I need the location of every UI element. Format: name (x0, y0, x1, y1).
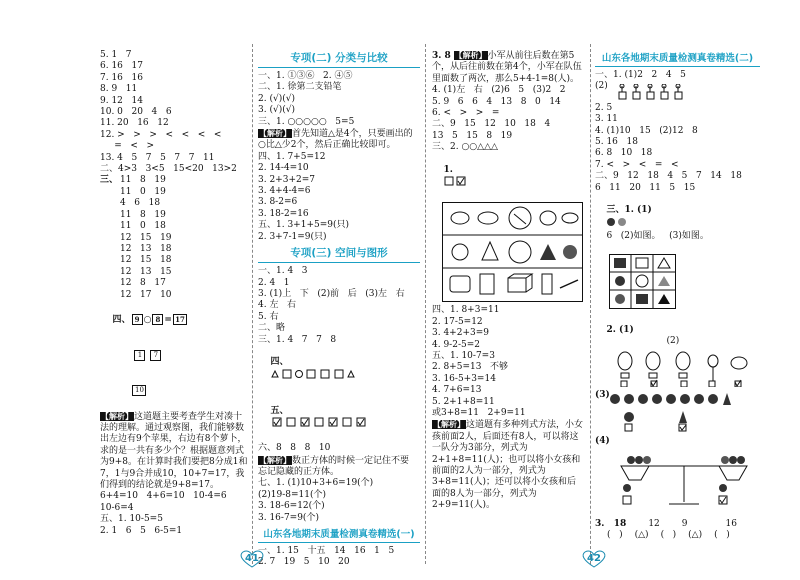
section-label: 四、 (270, 357, 289, 368)
flowerpot-pictures (617, 84, 777, 100)
answer-line: 7. 16 16 (100, 72, 143, 83)
column-2 (258, 50, 420, 569)
answer-line: 4. (1)10 15 (2)12 8 (595, 125, 698, 136)
answer-line: 3. (√)(√) (258, 105, 295, 116)
answer-line: 5. 1 7 (100, 50, 132, 60)
question-number: 1. (443, 165, 453, 176)
section-heading: 山东各地期末质量检测真卷精选(二) (601, 53, 754, 64)
answer-line: 12 8 17 (120, 278, 166, 289)
section-3-q1 (595, 194, 760, 254)
answer-line: 二、4>3 3<5 15<20 13>2 (100, 164, 237, 175)
answer-line: 4. (1)左 右 (2)6 5 (3)2 2 (432, 85, 566, 96)
analysis-text: 首先知道△是4个，只要画出的○比△少2个，然后正确比较即可。 (258, 129, 413, 151)
row-item: 3. 18 (595, 518, 627, 529)
section-3-rows (120, 175, 250, 300)
analysis (258, 128, 416, 152)
answer-line: 5. 9 6 6 4 13 8 0 14 (432, 96, 561, 107)
row-answer: ( ) (660, 529, 677, 540)
answer-line: 2. (√)(√) (258, 93, 295, 104)
analysis-tag: 【解析】 (433, 420, 465, 430)
answer-line: 一、1. ①③⑥ 2. ④⑤ (258, 71, 353, 81)
row-answer: (△) (688, 529, 703, 540)
answers-block (258, 71, 420, 128)
answer-line: 3. 4+4-4=6 (258, 186, 311, 197)
answer-line: 二、9 12 18 4 5 7 14 18 (595, 171, 742, 182)
analysis-tag-label: 解析 (267, 129, 283, 139)
page-number-text: 42 (587, 553, 601, 564)
question-number: 三、1. (1) (606, 205, 652, 216)
answer-line: 四、1. 8+3=11 (432, 305, 500, 316)
analysis (258, 455, 416, 479)
section-label: 五、 (270, 405, 289, 416)
answers-block (100, 50, 250, 164)
fruit-row (452, 241, 577, 263)
answer-line: 7. < > < = < (595, 159, 679, 170)
decomposition-sum (120, 373, 250, 408)
answer-line: 3. (1)上 下 (2)前 后 (3)左 右 (258, 288, 405, 299)
column-divider (252, 44, 253, 564)
analysis-tag-label: 解析 (441, 420, 457, 430)
answers-block (258, 152, 420, 243)
analysis-text: 这道题主要考查学生对凑十法的理解。通过观察图，我们能够数出左边有9个苹果，右边有8个萝卜，求的是一共有多少个？根据题意列式为9+8。在计算时我们要把8分成1和7，1与9合并成10，10+7=17，我们得到的结论就是9+8=17。 (100, 411, 248, 491)
analysis-text: 这道题有多种列式方法，小女孩前面2人，后面还有8人，可以将这一队分为3部分，列式为2+1+8=11(人)；也可以将小女孩和前面的2人为一部分，列式为3+8=11(人)；还可以将小女孩和后面的8人为一部分，列式为2+9=11(人)。 (432, 420, 584, 511)
analysis-tag-label: 解析 (462, 51, 479, 60)
answer-box: 1 (134, 350, 145, 361)
answers-after (100, 491, 250, 514)
answer-line: 4. 7+6=13 (432, 385, 482, 396)
answer-line: 11 0 18 (120, 221, 166, 232)
row-answer: ( ) (607, 529, 623, 540)
answer-line: 五、1. 10-7=3 (432, 350, 495, 361)
answers-block (258, 266, 420, 346)
answers-block (258, 443, 420, 454)
section-heading: 专项(二) 分类与比较 (290, 52, 388, 64)
column-3 (432, 50, 587, 512)
object-row (450, 274, 578, 294)
page-number-left (237, 553, 267, 564)
section-3-q1 (432, 154, 587, 203)
answer-line: 一、1. 4 3 (258, 266, 308, 277)
answer-line: (2) (595, 81, 608, 92)
answer-line: 六、8 8 8 10 (258, 443, 331, 454)
section-label: 三、 (100, 175, 119, 186)
answer-line: 12 13 15 (120, 266, 172, 277)
answer-line: 2. 17-5=12 (432, 316, 483, 327)
answer-line: 2. 14-4=10 (258, 163, 309, 174)
balance-scale (609, 448, 769, 516)
question-number: (3) (595, 389, 610, 400)
answer-line: 8. 9 11 (100, 84, 138, 95)
answer-line: 3. 18-6=12(个) (258, 501, 325, 512)
answer-line: 一、1. 15 十五 14 16 1 5 (258, 546, 395, 557)
answers-block (432, 305, 587, 419)
answer-line: 12 15 18 (120, 255, 172, 266)
answer-line: 3. 4+2+3=9 (432, 328, 489, 339)
row-item: 9 (681, 518, 688, 529)
analysis-tag: 【解析】 (101, 411, 133, 421)
answer-line: 四、1. 7+5=12 (258, 151, 326, 162)
column-divider (590, 44, 591, 564)
answer-line: 3. 8-2=6 (258, 197, 298, 208)
answer-line: 4. 9-2-5=2 (432, 339, 480, 350)
analysis-text: 数正方体的时候一定记住不要忘记隐藏的正方体。 (258, 455, 410, 477)
answer-line: 10-6=4 (100, 502, 134, 513)
answer-line: 2. 5 (595, 102, 613, 113)
column-divider (425, 44, 426, 564)
sub-question: (2) (666, 335, 680, 346)
balloon-ostrich-pictures (613, 351, 773, 387)
heading-underline (258, 67, 420, 68)
question-number: (4) (595, 436, 610, 447)
answer-line: 2. 7 19 5 10 20 (258, 557, 350, 568)
answer-line: 三、1. 4 7 7 8 (258, 334, 337, 345)
page-number-text: 41 (245, 553, 259, 564)
answer-line: 2. 8+5=13 不够 (432, 362, 509, 373)
shape-answers (271, 369, 381, 379)
answer-box: 9 (132, 314, 143, 325)
answer-box: 17 (173, 314, 187, 325)
analysis-tag-label: 解析 (109, 411, 125, 421)
answer-line: 11 8 19 (120, 209, 166, 220)
answer-line: 三、2. ○○△△△ (432, 142, 498, 153)
question-3-row (595, 519, 760, 530)
answers-block (595, 103, 760, 194)
answer-box: 8 (152, 314, 163, 325)
answer-line: 4. 左 右 (258, 300, 297, 311)
answer-line: 2. 3+7-1=9(只) (258, 231, 327, 242)
column-1 (100, 50, 250, 537)
answer-line: 5. 16 18 (595, 137, 638, 148)
analysis (432, 419, 584, 511)
answer-line: 5. 右 (258, 311, 279, 322)
checkbox-answers (271, 417, 391, 427)
answer-line: 10. 0 20 4 6 (100, 107, 172, 118)
section-5-shapes (258, 395, 420, 444)
decomposition (122, 338, 250, 373)
answer-line: 五、1. 3+1+5=9(只) (258, 220, 349, 231)
answer-line: 6+4=10 4+6=10 10-4=6 (100, 491, 227, 502)
analysis-tag: 【解析】 (259, 455, 291, 465)
answer-line: 3. 2+3+2=7 (258, 174, 315, 185)
answer-line: 9. 12 14 (100, 95, 143, 106)
section-4: 四、 9 ○ 8 = 17 (100, 303, 250, 338)
answer-line: 3. 16-5+3=14 (432, 373, 496, 384)
answer-line: 4 6 18 (120, 198, 161, 209)
answers-block (432, 85, 587, 153)
analysis-tag: 【解析】 (454, 51, 487, 60)
section-5 (100, 514, 250, 537)
section-heading: 山东各地期末质量检测真卷精选(一) (263, 529, 415, 541)
section-2 (100, 164, 250, 175)
shape-grid (609, 254, 769, 310)
answer-line: 2. 1 6 5 6-5=1 (100, 525, 183, 536)
answer-text: 6 (2)如图。 (3)如图。 (606, 231, 709, 242)
answer-line: 2. 4 1 (258, 277, 290, 288)
answer-line: 6 11 20 11 5 15 (595, 182, 696, 193)
answer-line: 五、1. 10-5=5 (100, 514, 163, 525)
answer-line: 11. 20 16 12 (100, 118, 169, 129)
answer-line: 二、1. 徐第二支铅笔 (258, 82, 342, 93)
answer-line: 二、略 (258, 323, 286, 334)
answer-line: 13 5 15 8 19 (432, 130, 513, 141)
section-label: 四、 (112, 315, 131, 326)
answer-line: 或3+8=11 2+9=11 (432, 407, 526, 418)
row-item: 12 (648, 518, 660, 529)
answer-line: 11 8 19 (120, 175, 166, 186)
answers-block (258, 478, 420, 524)
vegetable-pictures (609, 391, 769, 433)
page-number-right (579, 553, 609, 564)
column-4 (595, 50, 760, 541)
answer-line: 6. 8 10 18 (595, 148, 653, 159)
answer-box: 10 (132, 385, 146, 396)
answer-line: 5. 2+1+8=11 (432, 396, 495, 407)
answer-line: (2)19-8=11(个) (258, 489, 326, 500)
question-3-row-answers (607, 530, 760, 541)
answer-line: 七、1. (1)10+3+6=19(个) (258, 478, 374, 489)
answer-line: 12 17 10 (120, 289, 172, 300)
heading-underline (258, 262, 420, 263)
answer-line: 3. 18-2=16 (258, 208, 309, 219)
heading-underline (258, 542, 420, 543)
answer-line: 6. 16 17 (100, 61, 143, 72)
answers-block (258, 546, 420, 569)
analysis-tag: 【解析】 (259, 129, 291, 139)
analysis (100, 411, 250, 492)
row-item: 16 (725, 518, 737, 529)
section-heading: 专项(三) 空间与图形 (290, 247, 388, 260)
heading-underline (595, 66, 760, 67)
answer-box: 7 (150, 350, 161, 361)
answer-line: 二、9 15 12 10 18 4 (432, 119, 551, 130)
row-answer: ( ) (714, 529, 730, 540)
shape-icons (606, 217, 628, 227)
answer-line: 三、1. ○○○○○ 5=5 (258, 116, 355, 127)
question-number: 3. 8 (432, 51, 451, 61)
classification-table (442, 202, 592, 302)
answer-line: 12 15 19 (120, 232, 172, 243)
question-4 (595, 436, 760, 447)
answer-line: 3. 11 (595, 114, 618, 125)
answer-line: 12 13 18 (120, 243, 172, 254)
checkbox-answers (443, 176, 483, 186)
answer-line: 一、1. (1)2 2 4 5 (595, 70, 686, 80)
question-number: 2. (1) (606, 324, 634, 335)
analysis (432, 50, 584, 85)
answer-line: 3. 16-7=9(个) (258, 512, 319, 523)
answer-line: 6. < > > = (432, 108, 500, 119)
section-4-shapes (258, 346, 420, 395)
answer-line: 12. > > > < < < < (100, 129, 222, 140)
answer-line: 13. 4 5 7 5 7 7 11 (100, 152, 215, 163)
row-answer: (△) (634, 529, 649, 540)
animal-row (451, 207, 578, 229)
answer-line: = < > (100, 141, 155, 152)
analysis-text: 小军从前往后数在第5个，从后往前数在第4个，小军在队伍里面数了两次，那么5+4-1=8(人)。 (432, 51, 582, 84)
answer-line: 11 0 19 (120, 186, 166, 197)
analysis-tag-label: 解析 (267, 455, 283, 465)
